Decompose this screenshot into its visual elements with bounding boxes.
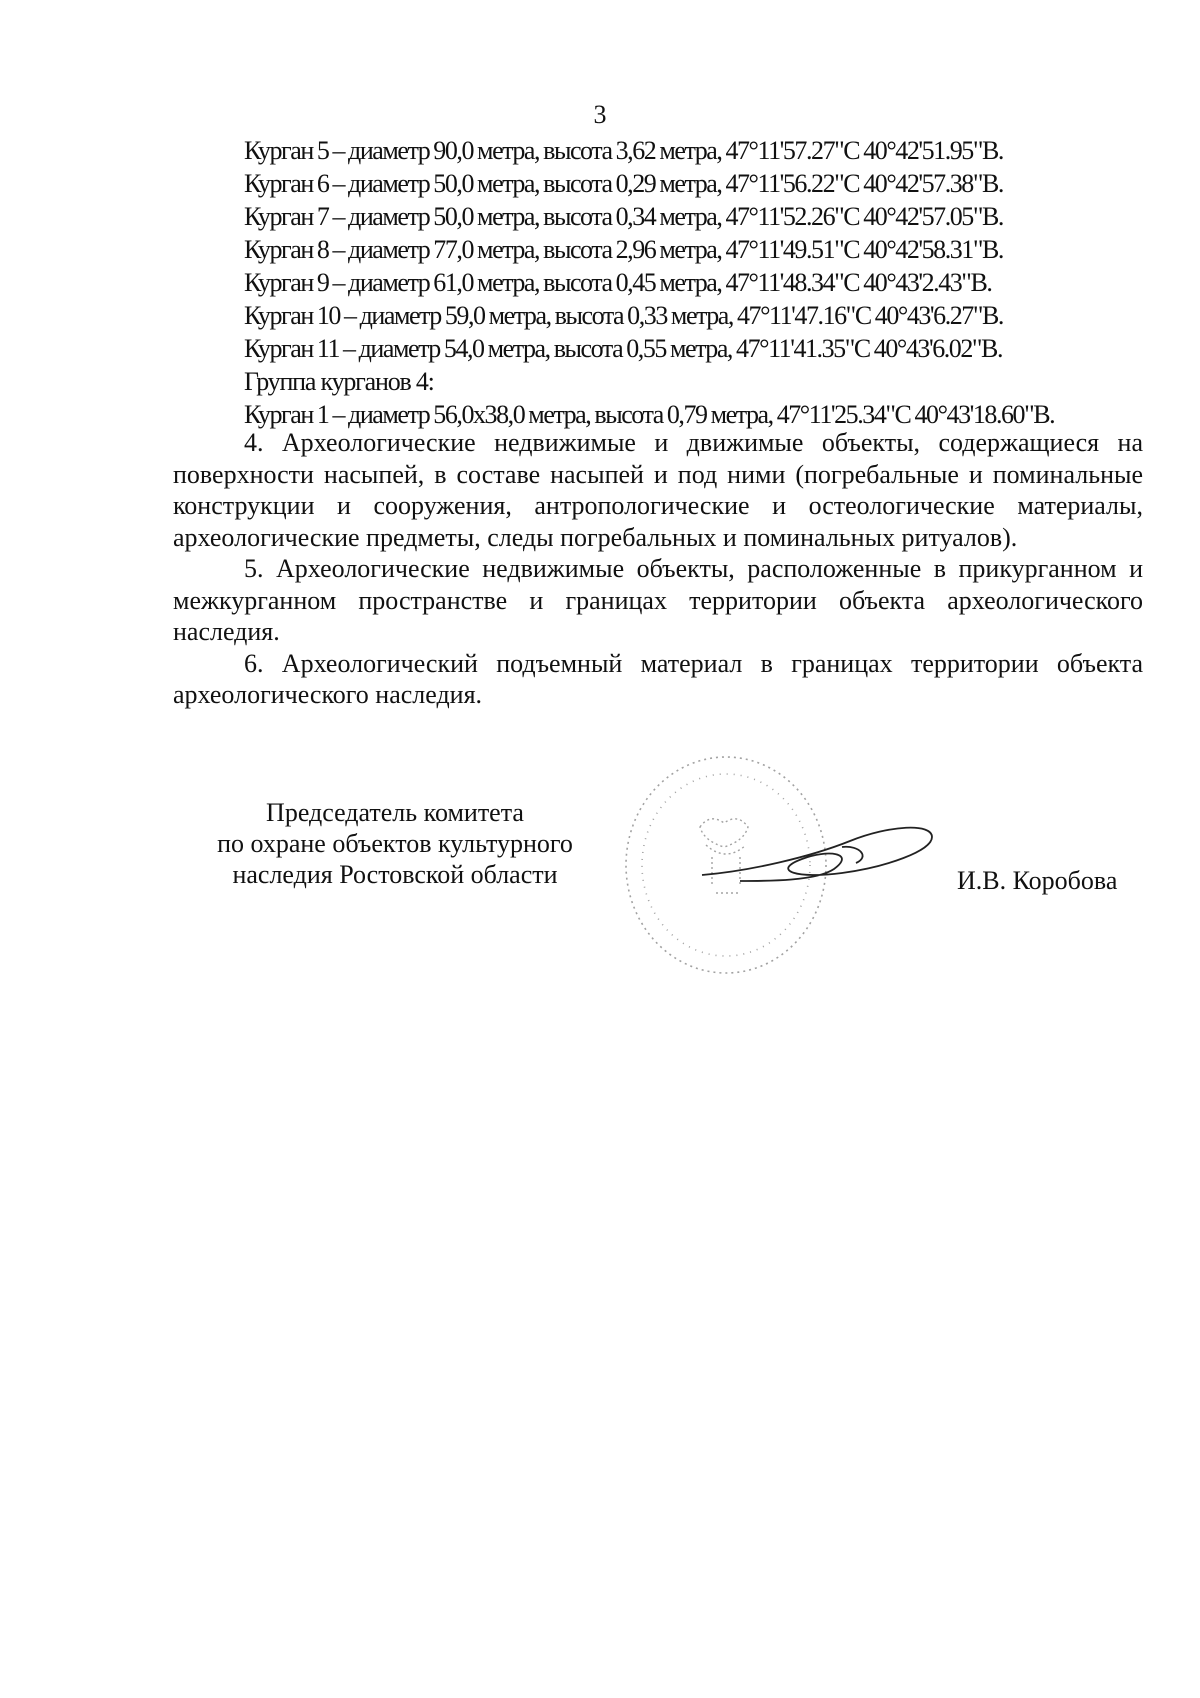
page-number: 3 <box>593 100 607 129</box>
signatory-title-line: наследия Ростовской области <box>232 860 558 889</box>
group-heading: Группа курганов 4: <box>244 367 434 396</box>
kurgan-item: Курган 9 – диаметр 61,0 метра, высота 0,45 метра, 47°11'48.34"С 40°43'2.43"В. <box>244 268 992 297</box>
signatory-name: И.В. Коробова <box>957 866 1118 895</box>
kurgan-item: Курган 6 – диаметр 50,0 метра, высота 0,29 метра, 47°11'56.22"С 40°42'57.38"В. <box>244 169 1003 198</box>
kurgan-item: Курган 8 – диаметр 77,0 метра, высота 2,96 метра, 47°11'49.51"С 40°42'58.31"В. <box>244 235 1003 264</box>
kurgan-item: Курган 7 – диаметр 50,0 метра, высота 0,34 метра, 47°11'52.26"С 40°42'57.05"В. <box>244 202 1003 231</box>
seal-circle <box>626 757 826 973</box>
official-seal <box>620 745 980 985</box>
signatory-title <box>180 797 610 890</box>
kurgan-item: Курган 11 – диаметр 54,0 метра, высота 0,55 метра, 47°11'41.35"С 40°43'6.02"В. <box>244 334 1002 363</box>
paragraph: 6. Археологический подъемный материал в границах территории объекта археологического наследия. <box>173 648 1143 709</box>
kurgan-list <box>244 134 1144 431</box>
signature-stroke <box>702 828 932 881</box>
body-text <box>173 427 1143 711</box>
signatory-title-line: Председатель комитета <box>266 798 524 827</box>
kurgan-item: Курган 5 – диаметр 90,0 метра, высота 3,62 метра, 47°11'57.27"С 40°42'51.95"В. <box>244 136 1003 165</box>
signatory-title-line: по охране объектов культурного <box>217 829 573 858</box>
paragraph: 5. Археологические недвижимые объекты, расположенные в прикурганном и межкурганном пространстве и границах территории объекта археологического наследия. <box>173 554 1143 646</box>
kurgan-item: Курган 1 – диаметр 56,0х38,0 метра, высота 0,79 метра, 47°11'25.34"С 40°43'18.60"В. <box>244 400 1055 429</box>
paragraph: 4. Археологические недвижимые и движимые объекты, содержащиеся на поверхности насыпей, в составе насыпей и под ними (погребальные и поминальные конструкции и сооружения, антропологические и остеологические материалы, археологические предметы, следы погребальных и поминальных ритуалов). <box>173 428 1143 552</box>
kurgan-item: Курган 10 – диаметр 59,0 метра, высота 0,33 метра, 47°11'47.16"С 40°43'6.27"В. <box>244 301 1003 330</box>
